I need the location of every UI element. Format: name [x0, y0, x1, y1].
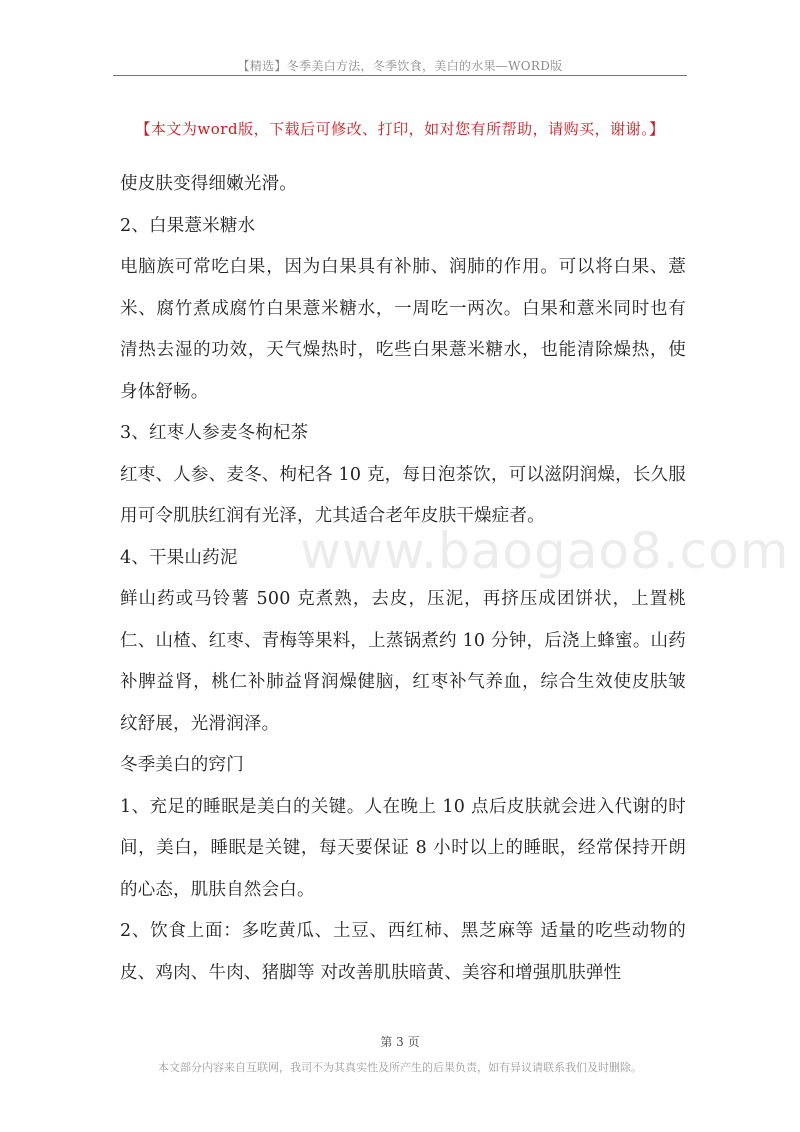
paragraph: 2、饮食上面：多吃黄瓜、土豆、西红柿、黑芝麻等 适量的吃些动物的皮、鸡肉、牛肉、猪脚等 对改善肌肤暗黄、美容和增强肌肤弹性 — [120, 921, 686, 983]
watermark: www.baogao8.com — [300, 522, 790, 580]
download-notice: 【本文为word版，下载后可修改、打印，如对您有所帮助，请购买，谢谢。】 — [135, 120, 665, 138]
paragraph: 鲜山药或马铃薯 500 克煮熟，去皮，压泥，再挤压成团饼状，上置桃仁、山楂、红枣、青梅等果料，上蒸锅煮约 10 分钟，后浇上蜂蜜。山药补脾益肾，桃仁补肺益肾润燥健脑，红枣补气养血，综合生效使皮肤皱纹舒展，光滑润泽。 — [120, 589, 686, 734]
section-heading: 3、红枣人参麦冬枸杞茶 — [120, 423, 309, 443]
footer-disclaimer: 本文部分内容来自互联网，我司不为其真实性及所产生的后果负责，如有异议请联系我们及时删除。 — [158, 1061, 642, 1074]
paragraph: 1、充足的睡眠是美白的关键。人在晚上 10 点后皮肤就会进入代谢的时间，美白，睡眠是关键，每天要保证 8 小时以上的睡眠，经常保持开朗的心态，肌肤自然会白。 — [120, 796, 686, 900]
section-heading: 冬季美白的窍门 — [120, 755, 244, 775]
header-divider — [113, 75, 687, 76]
paragraph: 电脑族可常吃白果，因为白果具有补肺、润肺的作用。可以将白果、薏米、腐竹煮成腐竹白果薏米糖水，一周吃一两次。白果和薏米同时也有清热去湿的功效，天气燥热时，吃些白果薏米糖水，也能清除燥热，使身体舒畅。 — [120, 257, 686, 402]
page-number: 第 3 页 — [380, 1035, 420, 1049]
paragraph: 红枣、人参、麦冬、枸杞各 10 克，每日泡茶饮，可以滋阴润燥，长久服用可令肌肤红润有光泽，尤其适合老年皮肤干燥症者。 — [120, 464, 686, 526]
section-heading: 4、干果山药泥 — [120, 547, 238, 568]
page-header: 【精选】冬季美白方法，冬季饮食，美白的水果—WORD版 — [237, 59, 563, 73]
section-heading: 2、白果薏米糖水 — [120, 215, 256, 236]
paragraph: 使皮肤变得细嫩光滑。 — [120, 174, 297, 194]
